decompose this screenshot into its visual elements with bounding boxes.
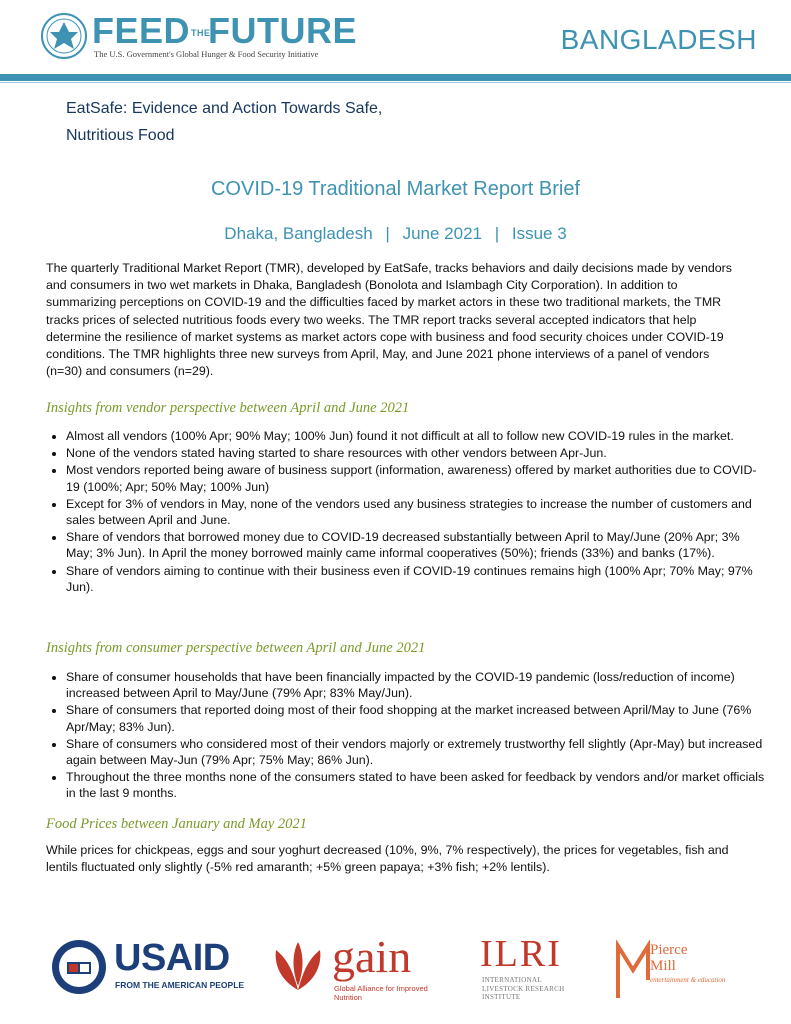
list-item: • Share of consumer households that have been financially impacted by the COVID-19 pandemic (loss/reduction of income) increased between April to May/June (79% Apr; 83% May/Jun). xyxy=(66,669,766,701)
logo-future: FUTURE xyxy=(208,10,358,51)
intro-paragraph: The quarterly Traditional Market Report (TMR), developed by EatSafe, tracks behaviors and daily decisions made by vendors and consumers in two wet markets in Dhaka, Bangladesh (Bonolota and Islambagh City Corporation). In addition to summarizing perceptions on COVID-19 and the difficulties faced by market actors in these two traditional markets, the TMR tracks prices of selected nutritious foods every two weeks. The TMR report tracks several accepted indicators that help determine the resilience of market systems as market actors cope with business and food security choices under COVID-19 conditions. The TMR highlights three new surveys from April, May, and June 2021 phone interviews of a panel of vendors (n=30) and consumers (n=29). xyxy=(46,261,732,379)
prices-section-heading: Food Prices between January and May 2021 xyxy=(46,816,307,832)
list-item: • Except for 3% of vendors in May, none of the vendors used any business strategies to increase the number of customers and sales between April and June. xyxy=(66,496,766,528)
feed-the-future-seal-icon xyxy=(40,12,88,60)
vendor-section-heading: Insights from vendor perspective between April and June 2021 xyxy=(46,400,410,416)
gain-logo: gain xyxy=(332,931,412,982)
list-item: • Throughout the three months none of the consumers stated to have been asked for feedback by vendors and/or market officials in the last 9 months. xyxy=(66,769,766,801)
consumer-bullet-list xyxy=(46,669,766,803)
project-name-line-1: EatSafe: Evidence and Action Towards Safe, xyxy=(66,100,383,117)
list-item: • Share of vendors aiming to continue with their business even if COVID-19 continues remains high (100% Apr; 70% May; 97% Jun). xyxy=(66,563,766,595)
report-date: June 2021 xyxy=(402,224,482,243)
report-title: COVID-19 Traditional Market Report Brief xyxy=(210,178,581,200)
pierce-mill-tagline: entertainment & education xyxy=(650,976,726,984)
subtitle-separator: | xyxy=(385,224,390,243)
header-divider xyxy=(0,74,791,81)
logo-feed: FEED xyxy=(92,10,191,51)
usaid-logo: USAID xyxy=(114,937,230,979)
gain-leaf-icon xyxy=(270,940,326,992)
report-location: Dhaka, Bangladesh xyxy=(224,224,373,243)
vendor-bullet-list xyxy=(46,428,766,596)
prices-paragraph: While prices for chickpeas, eggs and sour yoghurt decreased (10%, 9%, 7% respectively), the prices for vegetables, fish and lentils fluctuated only slightly (-5% red amaranth; +5% green papaya; +3% fish; +2% lentils). xyxy=(46,843,729,875)
subtitle-separator: | xyxy=(494,224,500,243)
ilri-logo: ILRI xyxy=(480,933,562,975)
list-item: • Share of vendors that borrowed money due to COVID-19 decreased substantially between April to May/June (20% Apr; 3% May; 3% Jun). In April the money borrowed mainly came informal cooperatives (50%); friends (33%) and banks (17%). xyxy=(66,529,766,561)
gain-tagline: Global Alliance for Improved Nutrition xyxy=(334,984,428,1002)
list-item: • Share of consumers who considered most of their vendors majorly or extremely trustworthy fell slightly (Apr-May) but increased again between May-Jun (79% Apr; 75% May; 86% Jun). xyxy=(66,736,766,768)
feed-the-future-logo xyxy=(92,12,357,50)
report-issue: Issue 3 xyxy=(511,224,567,243)
project-name-line-2: Nutritious Food xyxy=(66,127,175,144)
list-item: • None of the vendors stated having started to share resources with other vendors between Apr-Jun. xyxy=(66,445,766,461)
pierce-mill-mark-icon xyxy=(614,940,652,1000)
header-divider-thin xyxy=(0,82,791,83)
country-label: BANGLADESH xyxy=(560,24,757,55)
logo-the: THE xyxy=(191,27,211,38)
partner-logos xyxy=(0,930,791,1010)
report-subtitle xyxy=(0,224,791,244)
list-item: • Share of consumers that reported doing most of their food shopping at the market increased between April/May to June (76% Apr/May; 83% Jun). xyxy=(66,702,766,734)
usaid-tagline: FROM THE AMERICAN PEOPLE xyxy=(115,980,245,990)
pierce-mill-line-1: Pierce xyxy=(650,942,688,958)
pierce-mill-line-2: Mill xyxy=(650,958,676,974)
consumer-section-heading: Insights from consumer perspective between April and June 2021 xyxy=(46,640,426,656)
ilri-tagline: INTERNATIONAL LIVESTOCK RESEARCH INSTITUTE xyxy=(482,976,565,1001)
usaid-seal-icon xyxy=(50,938,108,996)
project-name xyxy=(66,95,486,149)
list-item: • Most vendors reported being aware of business support (information, awareness) offered by market authorities due to COVID-19 (100%; Apr; 50% May; 100% Jun) xyxy=(66,462,766,494)
pierce-mill-logo xyxy=(650,942,687,974)
logo-tagline: The U.S. Government's Global Hunger & Food Security Initiative xyxy=(94,49,319,59)
page-header xyxy=(0,0,791,82)
list-item: • Almost all vendors (100% Apr; 90% May; 100% Jun) found it not difficult at all to follow new COVID-19 rules in the market. xyxy=(66,428,766,444)
